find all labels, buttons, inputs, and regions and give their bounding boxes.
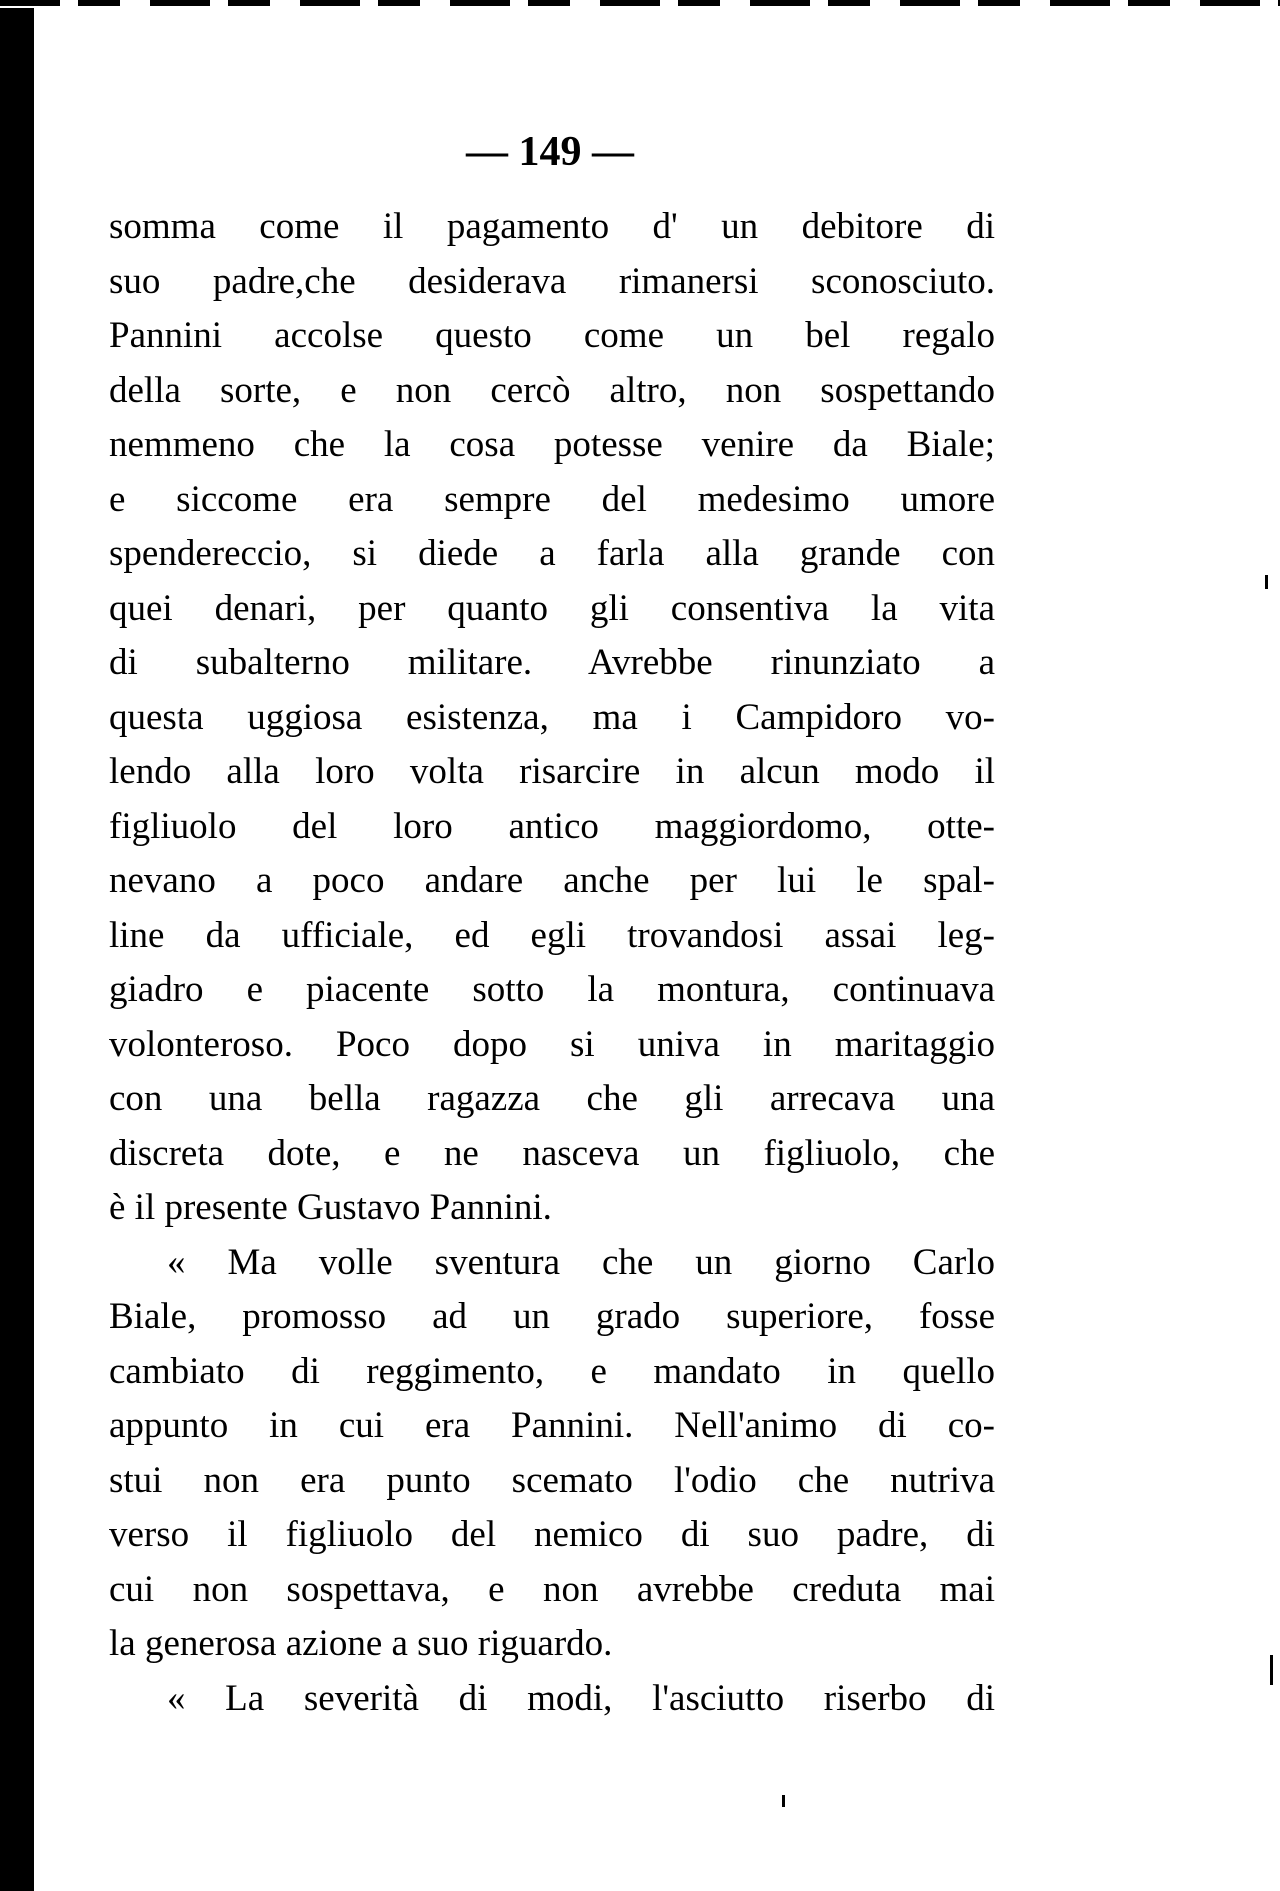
- text-line: di subalterno militare. Avrebbe rinunziato a: [109, 642, 995, 683]
- body-text: [109, 200, 995, 1726]
- text-line: nevano a poco andare anche per lui le spal-: [109, 860, 995, 901]
- text-line: Biale, promosso ad un grado superiore, fosse: [109, 1296, 995, 1337]
- text-line: « La severità di modi, l'asciutto riserbo di: [167, 1677, 995, 1719]
- scan-binding-shadow: [0, 8, 34, 1891]
- text-line: somma come il pagamento d' un debitore di: [109, 206, 995, 247]
- text-line: con una bella ragazza che gli arrecava una: [109, 1078, 995, 1119]
- text-line: è il presente Gustavo Pannini.: [109, 1187, 552, 1228]
- text-line: figliuolo del loro antico maggiordomo, otte-: [109, 805, 995, 847]
- text-line: nemmeno che la cosa potesse venire da Biale;: [109, 424, 995, 465]
- scan-top-edge: [0, 0, 1280, 6]
- text-line: giadro e piacente sotto la montura, continuava: [109, 969, 995, 1010]
- text-line: spendereccio, si diede a farla alla grande con: [109, 533, 995, 574]
- text-line: Pannini accolse questo come un bel regalo: [109, 315, 995, 356]
- page-number: — 149 —: [466, 129, 634, 175]
- text-line: volonteroso. Poco dopo si univa in maritaggio: [109, 1023, 995, 1065]
- scan-speck: [1270, 1655, 1273, 1685]
- text-line: line da ufficiale, ed egli trovandosi assai leg-: [109, 914, 995, 956]
- text-line: appunto in cui era Pannini. Nell'animo di co-: [109, 1405, 995, 1446]
- text-line: quei denari, per quanto gli consentiva la vita: [109, 587, 995, 629]
- scan-speck: [1265, 575, 1268, 589]
- text-line: « Ma volle sventura che un giorno Carlo: [167, 1241, 995, 1283]
- text-line: suo padre,che desiderava rimanersi sconosciuto.: [109, 260, 995, 302]
- scan-speck: [782, 1795, 785, 1807]
- text-line: verso il figliuolo del nemico di suo padre, di: [109, 1514, 995, 1555]
- text-line: cambiato di reggimento, e mandato in quello: [109, 1350, 995, 1392]
- text-line: e siccome era sempre del medesimo umore: [109, 478, 995, 520]
- text-line: della sorte, e non cercò altro, non sospettando: [109, 369, 995, 411]
- text-line: stui non era punto scemato l'odio che nutriva: [109, 1459, 995, 1501]
- text-line: questa uggiosa esistenza, ma i Campidoro vo-: [109, 696, 995, 738]
- text-line: lendo alla loro volta risarcire in alcun modo il: [109, 751, 995, 792]
- text-line: discreta dote, e ne nasceva un figliuolo, che: [109, 1132, 995, 1174]
- text-line: cui non sospettava, e non avrebbe creduta mai: [109, 1568, 995, 1610]
- text-line: la generosa azione a suo riguardo.: [109, 1623, 613, 1664]
